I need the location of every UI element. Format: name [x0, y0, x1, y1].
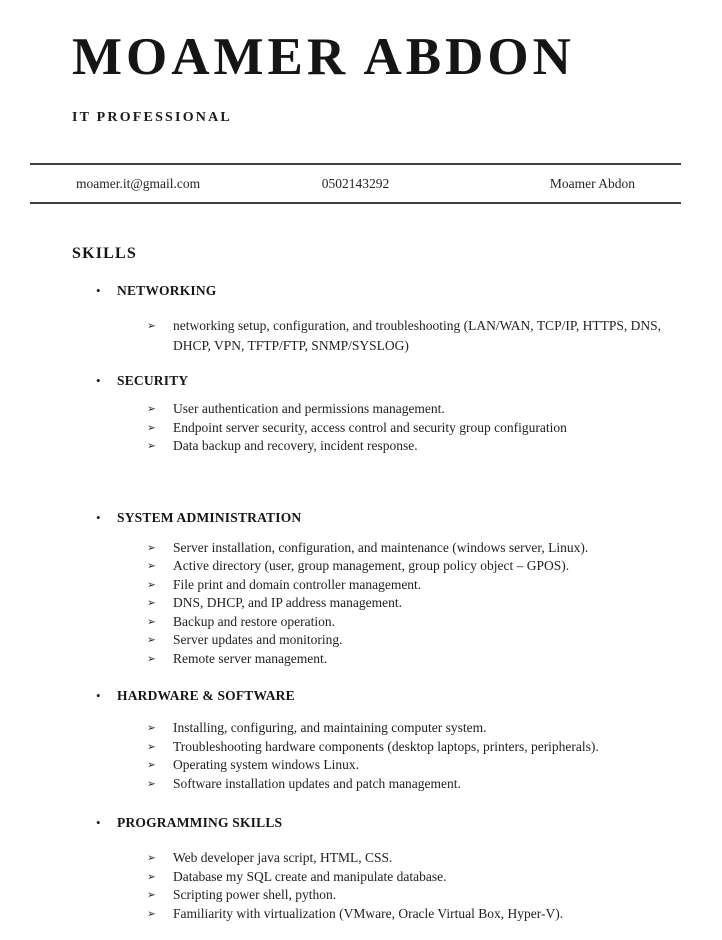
- skill-item: [147, 886, 722, 905]
- skill-item: [147, 650, 722, 669]
- section-label-row: [96, 687, 722, 705]
- arrowhead-bullet-icon: ➢: [147, 440, 156, 452]
- skill-item: [147, 613, 722, 632]
- section-label-row: [96, 814, 722, 832]
- skills-heading: SKILLS: [72, 245, 138, 262]
- arrowhead-bullet-icon: ➢: [147, 560, 156, 572]
- bullet-icon: •: [96, 509, 101, 525]
- skill-item: [147, 775, 722, 794]
- skill-items: [0, 316, 722, 356]
- skill-item-text: Backup and restore operation.: [173, 613, 335, 629]
- contact-bar: [30, 165, 681, 202]
- arrowhead-bullet-icon: ➢: [147, 320, 156, 332]
- skill-item: [147, 316, 722, 356]
- contact-phone: 0502143292: [321, 175, 390, 191]
- section-label-row: [96, 282, 722, 300]
- contact-email: moamer.it@gmail.com: [76, 175, 201, 191]
- skill-item-text: Active directory (user, group management, group policy object – GPOS).: [173, 558, 570, 573]
- divider-bottom: [30, 202, 681, 204]
- skill-item: [147, 594, 722, 613]
- skill-item: [147, 738, 722, 757]
- arrowhead-bullet-icon: ➢: [147, 541, 156, 554]
- skill-item-text: Web developer java script, HTML, CSS.: [173, 850, 393, 865]
- skill-item: [147, 419, 722, 438]
- skill-item: [147, 756, 722, 775]
- skill-item-text: Remote server management.: [173, 650, 328, 666]
- skill-item-text: File print and domain controller management.: [173, 576, 422, 592]
- skill-item-text: Server updates and monitoring.: [173, 632, 343, 647]
- person-name: MOAMER ABDON: [72, 28, 575, 86]
- arrowhead-bullet-icon: ➢: [147, 759, 156, 771]
- skill-item: [147, 719, 722, 738]
- skill-section-hardware-software: [0, 687, 722, 793]
- arrowhead-bullet-icon: ➢: [147, 889, 156, 901]
- arrowhead-bullet-icon: ➢: [147, 740, 156, 753]
- skill-items: [0, 719, 722, 793]
- skill-item-text: Endpoint server security, access control and security group configuration: [173, 419, 567, 435]
- arrowhead-bullet-icon: ➢: [147, 578, 156, 591]
- arrowhead-bullet-icon: ➢: [147, 615, 156, 628]
- skill-section-label: SYSTEM ADMINISTRATION: [117, 509, 302, 525]
- skill-section-label: HARDWARE & SOFTWARE: [117, 688, 295, 703]
- bullet-icon: •: [96, 688, 101, 703]
- skill-item: [147, 868, 722, 887]
- arrowhead-bullet-icon: ➢: [147, 634, 156, 646]
- skill-item-text: Scripting power shell, python.: [173, 887, 337, 902]
- skill-section-system-administration: [0, 509, 722, 669]
- section-label-row: [96, 509, 722, 527]
- skill-item-text: User authentication and permissions management.: [173, 401, 445, 416]
- arrowhead-bullet-icon: ➢: [147, 777, 156, 790]
- skill-section-label: NETWORKING: [117, 283, 217, 298]
- skill-item: [147, 539, 722, 558]
- section-label-row: [96, 372, 722, 390]
- arrowhead-bullet-icon: ➢: [147, 652, 156, 665]
- skill-item-text: networking setup, configuration, and troubleshooting (LAN/WAN, TCP/IP, HTTPS, DNS, DHCP, VPN, TFTP/FTP, SNMP/SYSLOG): [173, 318, 661, 353]
- skill-item: [147, 576, 722, 595]
- skill-section-networking: [0, 282, 722, 356]
- skill-section-security: [0, 372, 722, 456]
- arrowhead-bullet-icon: ➢: [147, 870, 156, 883]
- header: [0, 0, 722, 126]
- bullet-icon: •: [96, 815, 101, 830]
- skill-section-programming: [0, 814, 722, 923]
- skill-item-text: Server installation, configuration, and maintenance (windows server, Linux).: [173, 539, 589, 555]
- skill-item-text: Database my SQL create and manipulate database.: [173, 868, 447, 884]
- skill-item-text: Installing, configuring, and maintaining computer system.: [173, 720, 487, 735]
- arrowhead-bullet-icon: ➢: [147, 597, 156, 609]
- skill-item: [147, 631, 722, 650]
- skill-item-text: DNS, DHCP, and IP address management.: [173, 595, 402, 610]
- person-job-title: IT PROFESSIONAL: [72, 110, 232, 125]
- skill-items: [0, 539, 722, 669]
- skill-item: [147, 400, 722, 419]
- arrowhead-bullet-icon: ➢: [147, 403, 156, 415]
- arrowhead-bullet-icon: ➢: [147, 421, 156, 434]
- skill-item-text: Troubleshooting hardware components (desktop laptops, printers, peripherals).: [173, 738, 599, 754]
- arrowhead-bullet-icon: ➢: [147, 852, 156, 864]
- skill-item-text: Operating system windows Linux.: [173, 757, 359, 772]
- skill-item-text: Familiarity with virtualization (VMware, Oracle Virtual Box, Hyper-V).: [173, 905, 564, 921]
- skill-item: [147, 849, 722, 868]
- skill-items: [0, 400, 722, 456]
- skill-section-label: SECURITY: [117, 373, 189, 388]
- skill-item-text: Software installation updates and patch management.: [173, 775, 461, 791]
- bullet-icon: •: [96, 283, 101, 298]
- skill-section-label: PROGRAMMING SKILLS: [117, 815, 283, 830]
- contact-name: Moamer Abdon: [549, 175, 635, 191]
- skill-item: [147, 905, 722, 924]
- skill-item: [147, 557, 722, 576]
- skill-item: [147, 437, 722, 456]
- skill-item-text: Data backup and recovery, incident response.: [173, 438, 418, 453]
- skill-items: [0, 849, 722, 923]
- arrowhead-bullet-icon: ➢: [147, 907, 156, 920]
- bullet-icon: •: [96, 373, 101, 388]
- arrowhead-bullet-icon: ➢: [147, 722, 156, 734]
